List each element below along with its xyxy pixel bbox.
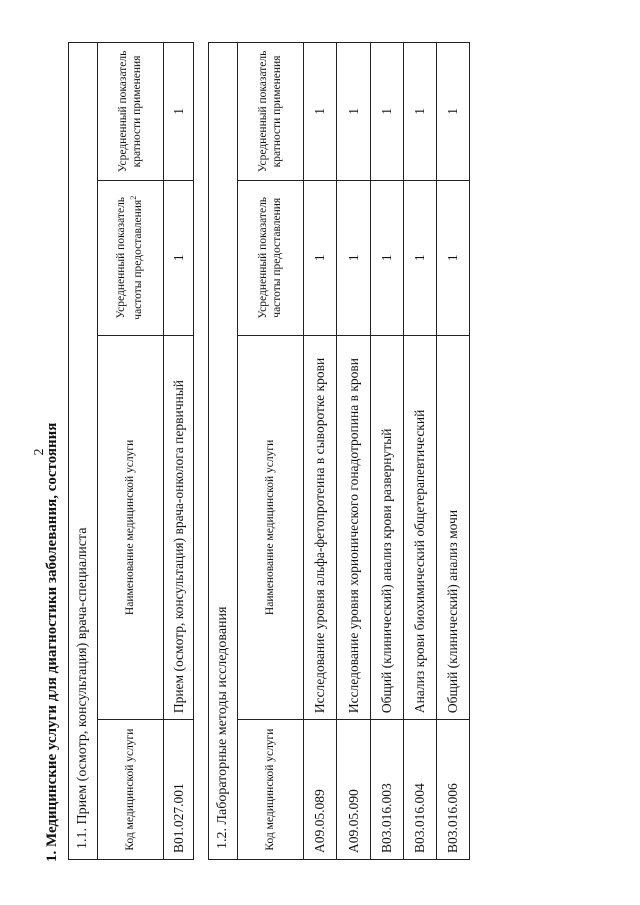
table-row bbox=[370, 43, 403, 859]
cell-name: Исследование уровня альфа-фетопротеина в сыворотке крови bbox=[304, 335, 336, 720]
cell-name: Анализ крови биохимический общетерапевтический bbox=[404, 335, 436, 720]
cell-name: Общий (клинический) анализ мочи bbox=[437, 335, 469, 720]
rotated-content bbox=[40, 42, 600, 862]
table-row bbox=[303, 43, 336, 859]
header-frequency: Усредненный показатель частоты предоставления$^2$ bbox=[98, 180, 163, 335]
table-subtitle: 1.1. Прием (осмотр, консультация) врача-специалиста bbox=[75, 527, 90, 849]
table-header-row bbox=[97, 43, 163, 859]
cell-name: Общий (клинический) анализ крови развернутый bbox=[371, 335, 403, 720]
cell-name: Исследование уровня хорионического гонадотропина в крови bbox=[337, 335, 370, 720]
header-multiplicity: Усредненный показатель кратности применения bbox=[116, 50, 143, 173]
table-subtitle-row bbox=[69, 43, 97, 859]
table-lab-methods bbox=[208, 42, 470, 860]
cell-name: Прием (осмотр, консультация) врача-онколога первичный bbox=[164, 335, 193, 720]
cell-frequency: 1 bbox=[164, 180, 193, 335]
section-title: 1. Медицинские услуги для диагностики заболевания, состояния bbox=[44, 422, 60, 862]
cell-code: B03.016.003 bbox=[371, 719, 403, 859]
table-row bbox=[336, 43, 370, 859]
table-row bbox=[436, 43, 469, 859]
header-name: Наименование медицинской услуги bbox=[238, 335, 303, 720]
cell-multiplicity: 1 bbox=[445, 108, 460, 115]
cell-multiplicity: 1 bbox=[379, 108, 394, 115]
table-row bbox=[163, 43, 193, 859]
table-subtitle: 1.2. Лабораторные методы исследования bbox=[215, 606, 230, 849]
cell-code: A09.05.089 bbox=[304, 719, 336, 859]
cell-frequency: 1 bbox=[371, 180, 403, 335]
cell-code: B01.027.001 bbox=[164, 719, 193, 859]
header-code: Код медицинской услуги bbox=[98, 719, 163, 859]
header-code: Код медицинской услуги bbox=[238, 719, 303, 859]
table-header-row bbox=[237, 43, 303, 859]
cell-frequency: 1 bbox=[404, 180, 436, 335]
cell-frequency: 1 bbox=[437, 180, 469, 335]
cell-multiplicity: 1 bbox=[312, 108, 327, 115]
table-consultation bbox=[68, 42, 194, 860]
cell-frequency: 1 bbox=[304, 180, 336, 335]
header-frequency: Усредненный показатель частоты предоставления bbox=[238, 180, 303, 335]
cell-frequency: 1 bbox=[337, 180, 370, 335]
header-multiplicity: Усредненный показатель кратности применения bbox=[256, 50, 283, 173]
footnote-marker: 2 bbox=[129, 195, 139, 200]
cell-multiplicity: 1 bbox=[412, 108, 427, 115]
cell-multiplicity: 1 bbox=[170, 108, 186, 115]
cell-multiplicity: 1 bbox=[345, 108, 361, 115]
cell-code: A09.05.090 bbox=[337, 719, 370, 859]
page-number: 2 bbox=[32, 448, 47, 456]
cell-code: B03.016.006 bbox=[437, 719, 469, 859]
table-row bbox=[403, 43, 436, 859]
cell-code: B03.016.004 bbox=[404, 719, 436, 859]
header-name: Наименование медицинской услуги bbox=[98, 335, 163, 720]
table-subtitle-row bbox=[209, 43, 237, 859]
